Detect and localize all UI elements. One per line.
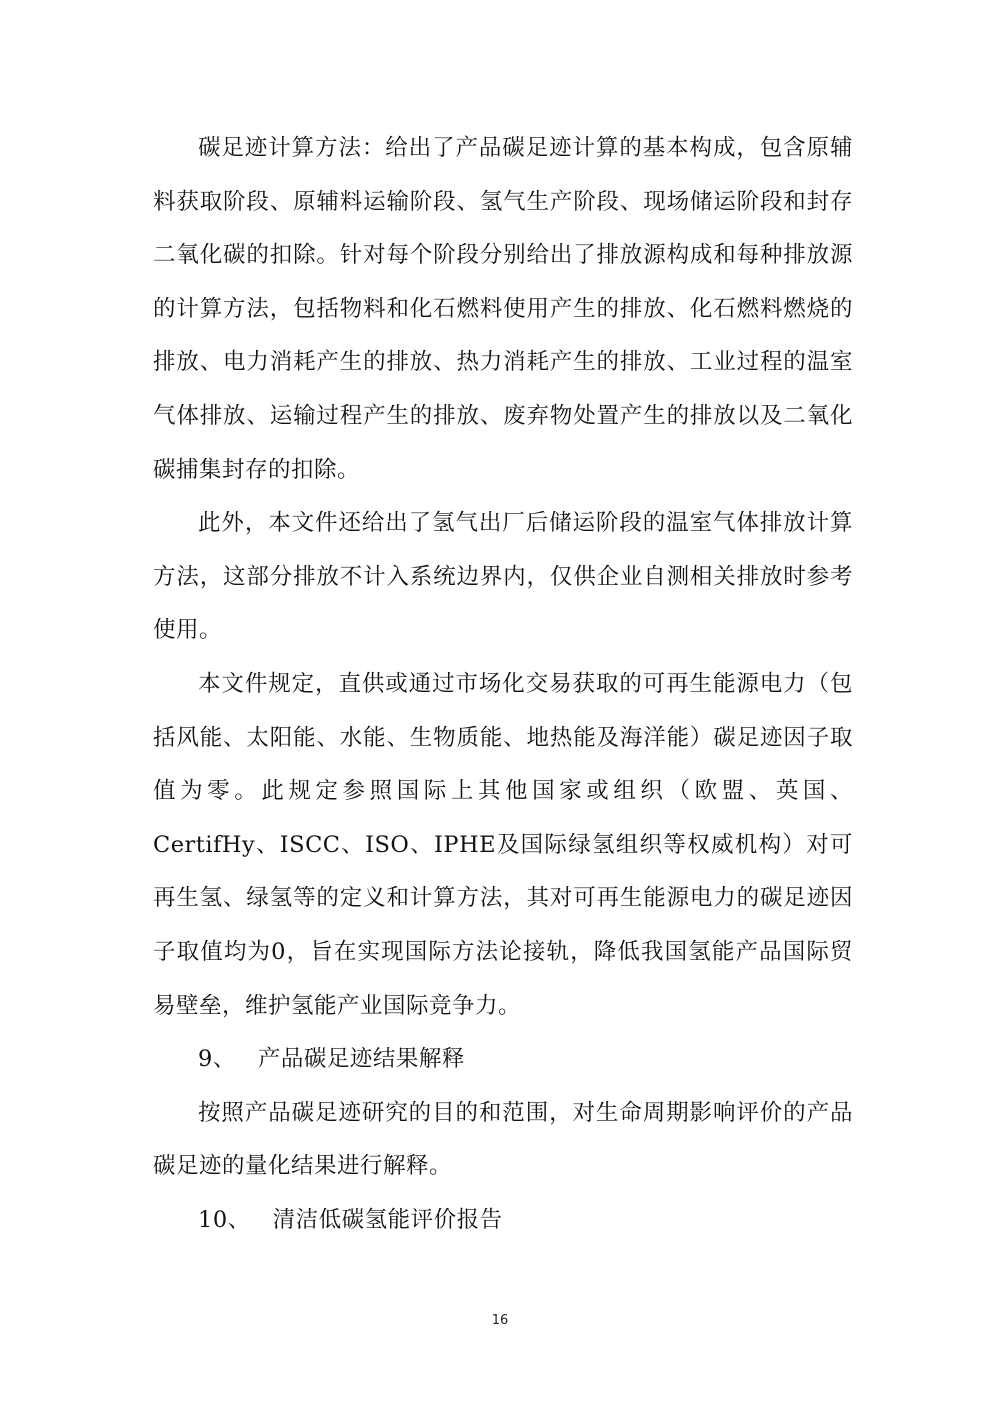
paragraph-carbon-footprint-method: 碳足迹计算方法：给出了产品碳足迹计算的基本构成，包含原辅料获取阶段、原辅料运输阶段、氢气生产阶段、现场储运阶段和封存二氧化碳的扣除。针对每个阶段分别给出了排放源构成和每种排放源的计算方法，包括物料和化石燃料使用产生的排放、化石燃料燃烧的排放、电力消耗产生的排放、热力消耗产生的排放、工业过程的温室气体排放、运输过程产生的排放、废弃物处置产生的排放以及二氧化碳捕集封存的扣除。 xyxy=(153,135,853,483)
section-heading-9 xyxy=(153,1033,853,1087)
section-heading-10 xyxy=(153,1194,853,1248)
paragraph-result-interpretation: 按照产品碳足迹研究的目的和范围，对生命周期影响评价的产品碳足迹的量化结果进行解释。 xyxy=(153,1099,853,1180)
paragraph-renewable-electricity: 本文件规定，直供或通过市场化交易获取的可再生能源电力（包括风能、太阳能、水能、生物质能、地热能及海洋能）碳足迹因子取值为零。此规定参照国际上其他国家或组织（欧盟、英国、CertifHy、ISCC、ISO、IPHE及国际绿氢组织等权威机构）对可再生氢、绿氢等的定义和计算方法，其对可再生能源电力的碳足迹因子取值均为0，旨在实现国际方法论接轨，降低我国氢能产品国际贸易壁垒，维护氢能产业国际竞争力。 xyxy=(153,670,853,1019)
section-number-10: 10、 xyxy=(198,1206,251,1233)
section-title-10: 清洁低碳氢能评价报告 xyxy=(272,1206,503,1233)
paragraph-storage-transport: 此外，本文件还给出了氢气出厂后储运阶段的温室气体排放计算方法，这部分排放不计入系统边界内，仅供企业自测相关排放时参考使用。 xyxy=(153,510,853,644)
section-number-9: 9、 xyxy=(198,1046,236,1073)
page-number: 16 xyxy=(491,1313,509,1328)
section-title-9: 产品碳足迹结果解释 xyxy=(257,1046,465,1073)
page-content xyxy=(153,122,853,1247)
